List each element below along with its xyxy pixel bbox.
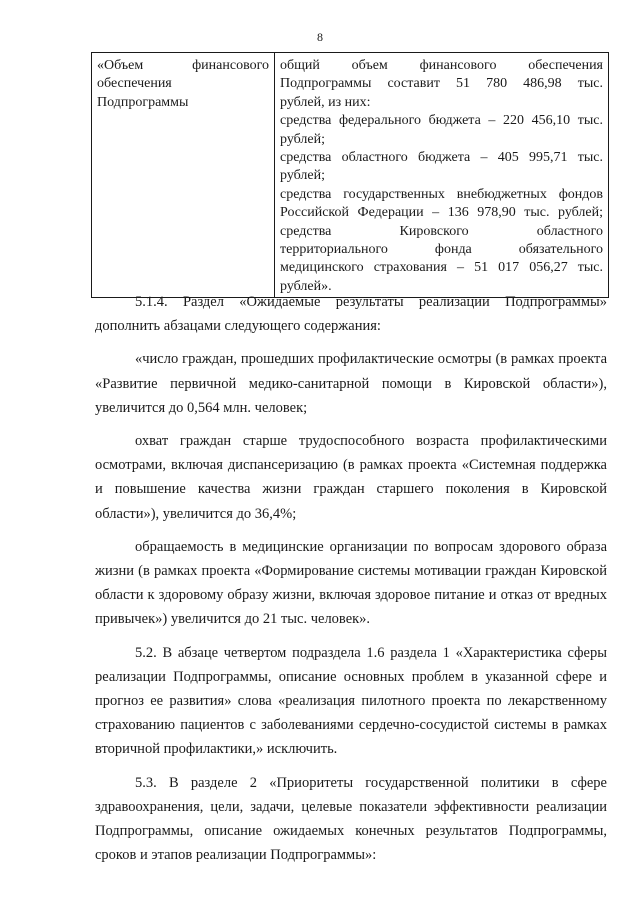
value-line: рублей, из них: [280, 94, 371, 110]
value-line: медицинского страхования – 51 017 056,27 тыс. [280, 260, 603, 276]
value-line: средства Кировского областного [280, 223, 603, 239]
page-number: 8 [317, 30, 323, 44]
table-row [92, 53, 609, 298]
value-line: рублей». [280, 278, 332, 294]
value-line: рублей; [280, 168, 325, 184]
value-line: средства областного бюджета – 405 995,71 тыс. [280, 150, 603, 166]
value-line: средства федерального бюджета – 220 456,10 тыс. [280, 113, 603, 129]
value-line: Российской Федерации – 136 978,90 тыс. рублей; [280, 205, 603, 221]
label-line: Подпрограммы [97, 94, 189, 110]
value-line: Подпрограммы составит 51 780 486,98 тыс. [280, 76, 603, 92]
value-line: территориального фонда обязательного [280, 242, 603, 258]
table-label-cell [92, 53, 275, 298]
value-line: средства государственных внебюджетных фондов [280, 186, 603, 202]
paragraph: 5.1.4. Раздел «Ожидаемые результаты реализации Подпрограммы» дополнить абзацами следующего содержания: [95, 294, 607, 335]
value-line: общий объем финансового обеспечения [280, 58, 603, 73]
document-body [95, 290, 607, 876]
financing-table [91, 52, 609, 298]
paragraph: 5.3. В разделе 2 «Приоритеты государственной политики в сфере здравоохранения, цели, задачи, целевые показатели эффективности реализации Подпрограммы, описание ожидаемых конечных результатов Подпрограммы, сроков и этапов реализации Подпрограммы»: [95, 774, 607, 864]
paragraph: 5.2. В абзаце четвертом подраздела 1.6 раздела 1 «Характеристика сферы реализации Подпрограммы, описание основных проблем в указанной сфере и прогноз ее развития» слова «реализация пилотного проекта по лекарственному страхованию пациентов с заболеваниями сердечно-сосудистой системы в рамках вторичной профилактики,» исключить. [95, 644, 607, 758]
table-value-cell [275, 53, 609, 298]
label-line: обеспечения [97, 76, 172, 92]
paragraph: охват граждан старше трудоспособного возраста профилактическими осмотрами, включая диспансеризацию (в рамках проекта «Системная поддержка и повышение качества жизни граждан старшего поколения в Кировской области»), увеличится до 36,4%; [95, 433, 607, 522]
value-line: рублей; [280, 131, 325, 147]
paragraph: обращаемость в медицинские организации по вопросам здорового образа жизни (в рамках проекта «Формирование системы мотивации граждан Кировской области к здоровому образу жизни, включая здоровое питание и отказ от вредных привычек») увеличится до 21 тыс. человек». [95, 538, 607, 628]
label-line: «Объем финансового [97, 58, 269, 73]
paragraph: «число граждан, прошедших профилактические осмотры (в рамках проекта «Развитие первичной медико-санитарной помощи в Кировской области»), увеличится до 0,564 млн. человек; [95, 351, 607, 416]
